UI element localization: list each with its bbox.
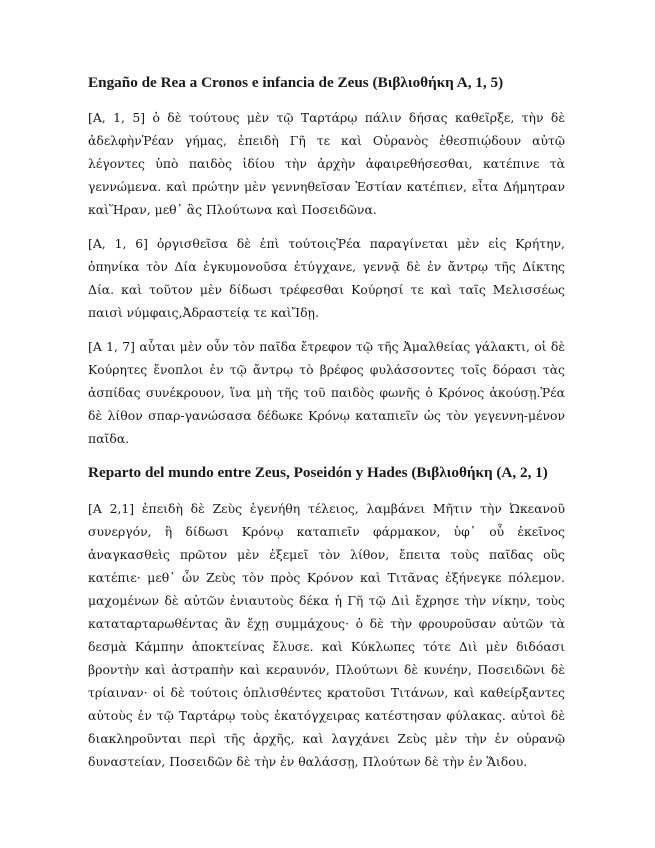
paragraph-a-1-7: [A 1, 7] αὗται μὲν οὖν τὸν παῖδα ἔτρεφον τῷ τῆς Ἀμαλθείας γάλακτι, οἱ δὲ Κούρητες ἔνοπλοι ἐν τῷ ἄντρῳ τὸ βρέφος φυλάσσοντες τοῖς δόρασι τὰς ἀσπίδας συνέκρουον, ἵνα μὴ τῆς τοῦ παιδὸς φωνῆς ὁ Κρόνος ἀκούσῃ.Ῥέα δὲ λίθον σπαρ-γανώσασα δέδωκε Κρόνῳ καταπιεῖν ὡς τὸν γεγεννη-μένον παῖδα. — [88, 339, 565, 446]
paragraph-a-1-6: [A, 1, 6] ὀργισθεῖσα δὲ ἐπὶ τούτοιςῬέα παραγίνεται μὲν εἰς Κρήτην, ὁπηνίκα τὸν Δία ἐγκυμονοῦσα ἐτύγχανε, γεννᾷ δὲ ἐν ἄντρῳ τῆς Δίκτης Δία. καὶ τοῦτον μὲν δίδωσι τρέφεσθαι Κούρησί τε καὶ ταῖς Μελισσέως παισὶ νύμφαις,Ἀδραστείᾳ τε καὶἼδῃ. — [88, 236, 565, 320]
section-heading-reparto-mundo: Reparto del mundo entre Zeus, Poseidón y Hades (Βιβλιοθήκη (A, 2, 1) — [88, 464, 548, 481]
section-heading-rea-cronos: Engaño de Rea a Cronos e infancia de Zeus (Βιβλιοθήκη Α, 1, 5) — [88, 74, 504, 91]
document-page — [88, 70, 565, 773]
paragraph-a-1-5: [A, 1, 5] ὁ δὲ τούτους μὲν τῷ Ταρτάρῳ πάλιν δήσας καθεῖρξε, τὴν δὲ ἀδελφὴνῬέαν γήμας, ἐπειδὴ Γῆ τε καὶ Οὐρανὸς ἐθεσπιῴδουν αὐτῷ λέγοντες ὑπὸ παιδὸς ἰδίου τὴν ἀρχὴν ἀφαιρεθήσεσθαι, κατέπινε τὰ γεννώμενα. καὶ πρώτην μὲν γεννηθεῖσαν Ἑστίαν κατέπιεν, εἶτα Δήμητραν καὶἭραν, μεθ᾽ ἃς Πλούτωνα καὶ Ποσειδῶνα. — [88, 110, 565, 217]
paragraph-a-2-1: [A 2,1] ἐπειδὴ δὲ Ζεὺς ἐγενήθη τέλειος, λαμβάνει Μῆτιν τὴν Ὠκεανοῦ συνεργόν, ἣ δίδωσι Κρόνῳ καταπιεῖν φάρμακον, ὑφ᾽ οὗ ἐκεῖνος ἀναγκασθεὶς πρῶτον μὲν ἐξεμεῖ τὸν λίθον, ἔπειτα τοὺς παῖδας οὓς κατέπιε· μεθ᾽ ὧν Ζεὺς τὸν πρὸς Κρόνον καὶ Τιτᾶνας ἐξήνεγκε πόλεμον. μαχομένων δὲ αὐτῶν ἐνιαυτοὺς δέκα ἡ Γῆ τῷ Διὶ ἔχρησε τὴν νίκην, τοὺς καταταρταρωθέντας ἂν ἔχῃ συμμάχους· ὁ δὲ τὴν φρουροῦσαν αὐτῶν τὰ δεσμὰ Κάμπην ἀποκτείνας ἔλυσε. καὶ Κύκλωπες τότε Διὶ μὲν διδόασι βροντὴν καὶ ἀστραπὴν καὶ κεραυνόν, Πλούτωνι δὲ κυνέην, Ποσειδῶνι δὲ τρίαιναν· οἱ δὲ τούτοις ὁπλισθέντες κρατοῦσι Τιτάνων, καὶ καθείρξαντες αὐτοὺς ἐν τῷ Ταρτάρῳ τοὺς ἑκατόγχειρας κατέστησαν φύλακας. αὐτοὶ δὲ διακληροῦνται περὶ τῆς ἀρχῆς, καὶ λαγχάνει Ζεὺς μὲν τὴν ἐν οὐρανῷ δυναστείαν, Ποσειδῶν δὲ τὴν ἐν θαλάσσῃ, Πλούτων δὲ τὴν ἐν Ἅιδου. — [88, 501, 565, 769]
